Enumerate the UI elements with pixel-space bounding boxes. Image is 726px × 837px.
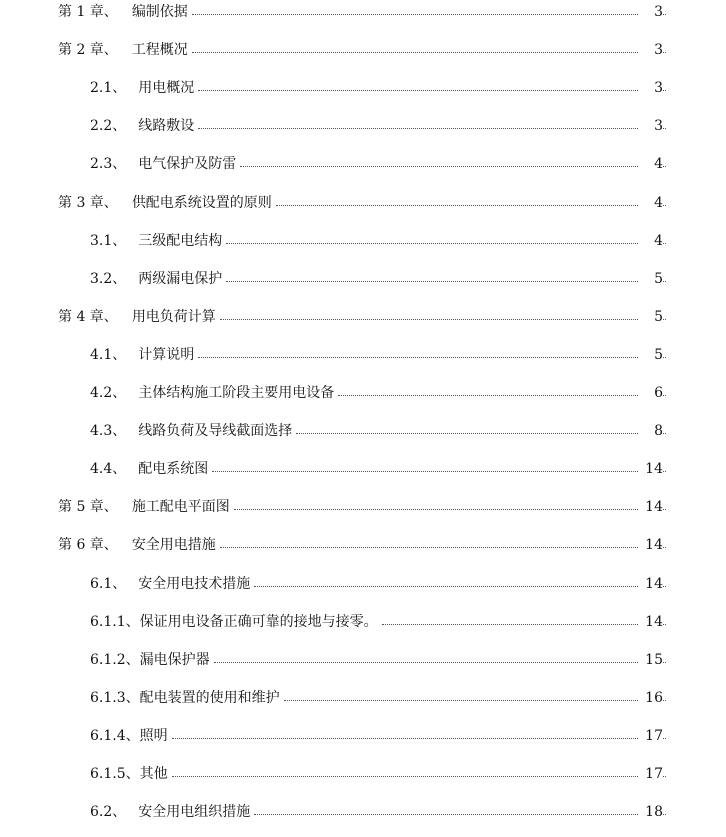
toc-entry-label — [90, 419, 294, 443]
toc-entry-page: 3 — [638, 38, 663, 62]
toc-entry-title: 用电概况 — [138, 80, 195, 97]
dot-leader — [226, 243, 666, 244]
toc-entry[interactable] — [0, 191, 726, 215]
toc-entry-page: 14 — [638, 457, 663, 481]
toc-entry-label — [58, 305, 218, 329]
toc-entry-label — [90, 152, 238, 176]
dot-leader — [254, 814, 666, 815]
toc-entry-page: 16 — [638, 686, 663, 710]
toc-entry-number: 6.1.3、 — [90, 689, 140, 706]
toc-entry[interactable] — [0, 724, 726, 748]
toc-entry[interactable] — [0, 381, 726, 405]
toc-entry-label — [58, 38, 190, 62]
toc-entry-label — [90, 457, 210, 481]
toc-entry-page: 4 — [638, 229, 663, 253]
toc-entry-label — [90, 762, 170, 786]
toc-entry-page: 5 — [638, 267, 663, 291]
toc-entry-page: 5 — [638, 343, 663, 367]
dot-leader — [226, 281, 666, 282]
toc-entry-label — [90, 724, 170, 748]
dot-leader — [284, 700, 666, 701]
toc-entry-label — [90, 76, 196, 100]
dot-leader — [198, 357, 666, 358]
toc-entry-page: 3 — [638, 0, 663, 24]
toc-entry-page: 5 — [638, 305, 663, 329]
toc-entry-title: 用电负荷计算 — [131, 308, 216, 325]
toc-entry-number: 2.1、 — [90, 80, 127, 97]
toc-entry-title: 照明 — [139, 727, 168, 744]
dot-leader — [192, 52, 666, 53]
toc-entry[interactable] — [0, 343, 726, 367]
toc-entry-page: 4 — [638, 191, 663, 215]
toc-entry-number: 4.2、 — [90, 385, 127, 401]
dot-leader — [234, 509, 666, 510]
toc-entry-title: 漏电保护器 — [139, 651, 210, 668]
dot-leader — [276, 205, 666, 206]
toc-entry-title: 安全用电技术措施 — [138, 575, 251, 592]
dot-leader — [198, 90, 666, 91]
toc-entry-number: 6.1.4、 — [90, 727, 140, 744]
toc-entry-title: 主体结构施工阶段主要用电设备 — [138, 385, 335, 401]
toc-entry-number: 3.1、 — [90, 232, 127, 249]
toc-entry-number: 第 3 章、 — [58, 194, 118, 211]
toc-entry[interactable] — [0, 76, 726, 100]
toc-entry-title: 两级漏电保护 — [138, 270, 223, 287]
toc-entry-title: 工程概况 — [131, 42, 188, 59]
toc-entry-number: 4.4、 — [90, 461, 127, 478]
dot-leader — [296, 433, 666, 434]
toc-entry-label — [58, 495, 232, 519]
toc-entry-number: 2.2、 — [90, 118, 127, 135]
toc-entry[interactable] — [0, 305, 726, 329]
toc-entry-label — [58, 0, 190, 24]
toc-entry-label — [58, 191, 274, 215]
toc-entry-number: 第 6 章、 — [58, 537, 118, 554]
toc-entry-number: 6.1.5、 — [90, 766, 140, 782]
dot-leader — [338, 395, 666, 396]
toc-entry-title: 三级配电结构 — [138, 232, 223, 249]
toc-entry[interactable] — [0, 533, 726, 557]
dot-leader — [240, 166, 666, 167]
toc-entry-page: 3 — [638, 76, 663, 100]
toc-entry-page: 4 — [638, 152, 663, 176]
toc-entry[interactable] — [0, 457, 726, 481]
toc-entry-title: 配电装置的使用和维护 — [139, 689, 280, 706]
toc-entry-number: 第 1 章、 — [58, 4, 118, 20]
toc-entry[interactable] — [0, 495, 726, 519]
dot-leader — [214, 662, 666, 663]
toc-entry[interactable] — [0, 610, 726, 634]
toc-entry-label — [58, 533, 218, 557]
dot-leader — [172, 776, 666, 777]
toc-entry-title: 线路负荷及导线截面选择 — [138, 423, 293, 440]
toc-entry-title: 保证用电设备正确可靠的接地与接零。 — [139, 613, 378, 630]
toc-entry[interactable] — [0, 38, 726, 62]
toc-entry-title: 安全用电措施 — [131, 537, 216, 554]
toc-entry-page: 15 — [638, 648, 663, 672]
toc-entry-label — [90, 267, 224, 291]
toc-entry-title: 配电系统图 — [138, 461, 209, 478]
toc-entry-label — [90, 572, 252, 596]
toc-entry-page: 8 — [638, 419, 663, 443]
toc-entry[interactable] — [0, 800, 726, 824]
dot-leader — [212, 471, 666, 472]
dot-leader — [382, 624, 666, 625]
toc-entry-title: 供配电系统设置的原则 — [131, 194, 272, 211]
dot-leader — [220, 547, 666, 548]
dot-leader — [254, 586, 666, 587]
toc-entry-label — [90, 686, 282, 710]
dot-leader — [192, 14, 666, 15]
toc-entry-label — [90, 800, 252, 824]
toc-entry-number: 3.2、 — [90, 270, 127, 287]
toc-entry-label — [90, 343, 196, 367]
toc-entry-number: 第 2 章、 — [58, 42, 118, 59]
toc-entry[interactable] — [0, 267, 726, 291]
toc-entry[interactable] — [0, 229, 726, 253]
toc-entry-title: 编制依据 — [131, 4, 188, 20]
toc-entry[interactable] — [0, 686, 726, 710]
toc-entry-label — [90, 610, 380, 634]
toc-entry-label — [90, 648, 212, 672]
toc-entry-page: 14 — [638, 572, 663, 596]
toc-entry-title: 线路敷设 — [138, 118, 195, 135]
toc-entry-number: 6.1.2、 — [90, 651, 140, 668]
toc-entry-page: 14 — [638, 610, 663, 634]
toc-entry-title: 安全用电组织措施 — [138, 804, 251, 821]
toc-entry[interactable] — [0, 648, 726, 672]
toc-entry[interactable] — [0, 572, 726, 596]
toc-entry-page: 14 — [638, 495, 663, 519]
toc-entry-number: 第 5 章、 — [58, 499, 118, 516]
toc-entry-page: 6 — [638, 381, 663, 405]
toc-entry-title: 电气保护及防雷 — [138, 156, 237, 173]
toc-entry-label — [90, 381, 336, 405]
toc-entry-number: 6.2、 — [90, 804, 127, 821]
toc-entry-number: 4.3、 — [90, 423, 127, 440]
dot-leader — [198, 128, 666, 129]
toc-entry[interactable] — [0, 152, 726, 176]
toc-entry-label — [90, 114, 196, 138]
toc-entry-title: 其他 — [139, 766, 168, 782]
toc-entry-number: 6.1、 — [90, 575, 127, 592]
toc-entry-page: 14 — [638, 533, 663, 557]
toc-entry[interactable] — [0, 419, 726, 443]
toc-entry[interactable] — [0, 0, 726, 24]
toc-entry-page: 17 — [638, 724, 663, 748]
toc-entry-page: 3 — [638, 114, 663, 138]
toc-entry-number: 第 4 章、 — [58, 308, 118, 325]
toc-entry-title: 施工配电平面图 — [131, 499, 230, 516]
toc-entry-number: 4.1、 — [90, 346, 127, 363]
toc-entry-page: 18 — [638, 800, 663, 824]
dot-leader — [172, 738, 666, 739]
toc-entry-label — [90, 229, 224, 253]
toc-entry-page: 17 — [638, 762, 663, 786]
toc-entry-number: 6.1.1、 — [90, 613, 140, 630]
toc-entry-title: 计算说明 — [138, 346, 195, 363]
dot-leader — [220, 319, 666, 320]
toc-entry[interactable] — [0, 114, 726, 138]
toc-entry-number: 2.3、 — [90, 156, 127, 173]
toc-entry[interactable] — [0, 762, 726, 786]
